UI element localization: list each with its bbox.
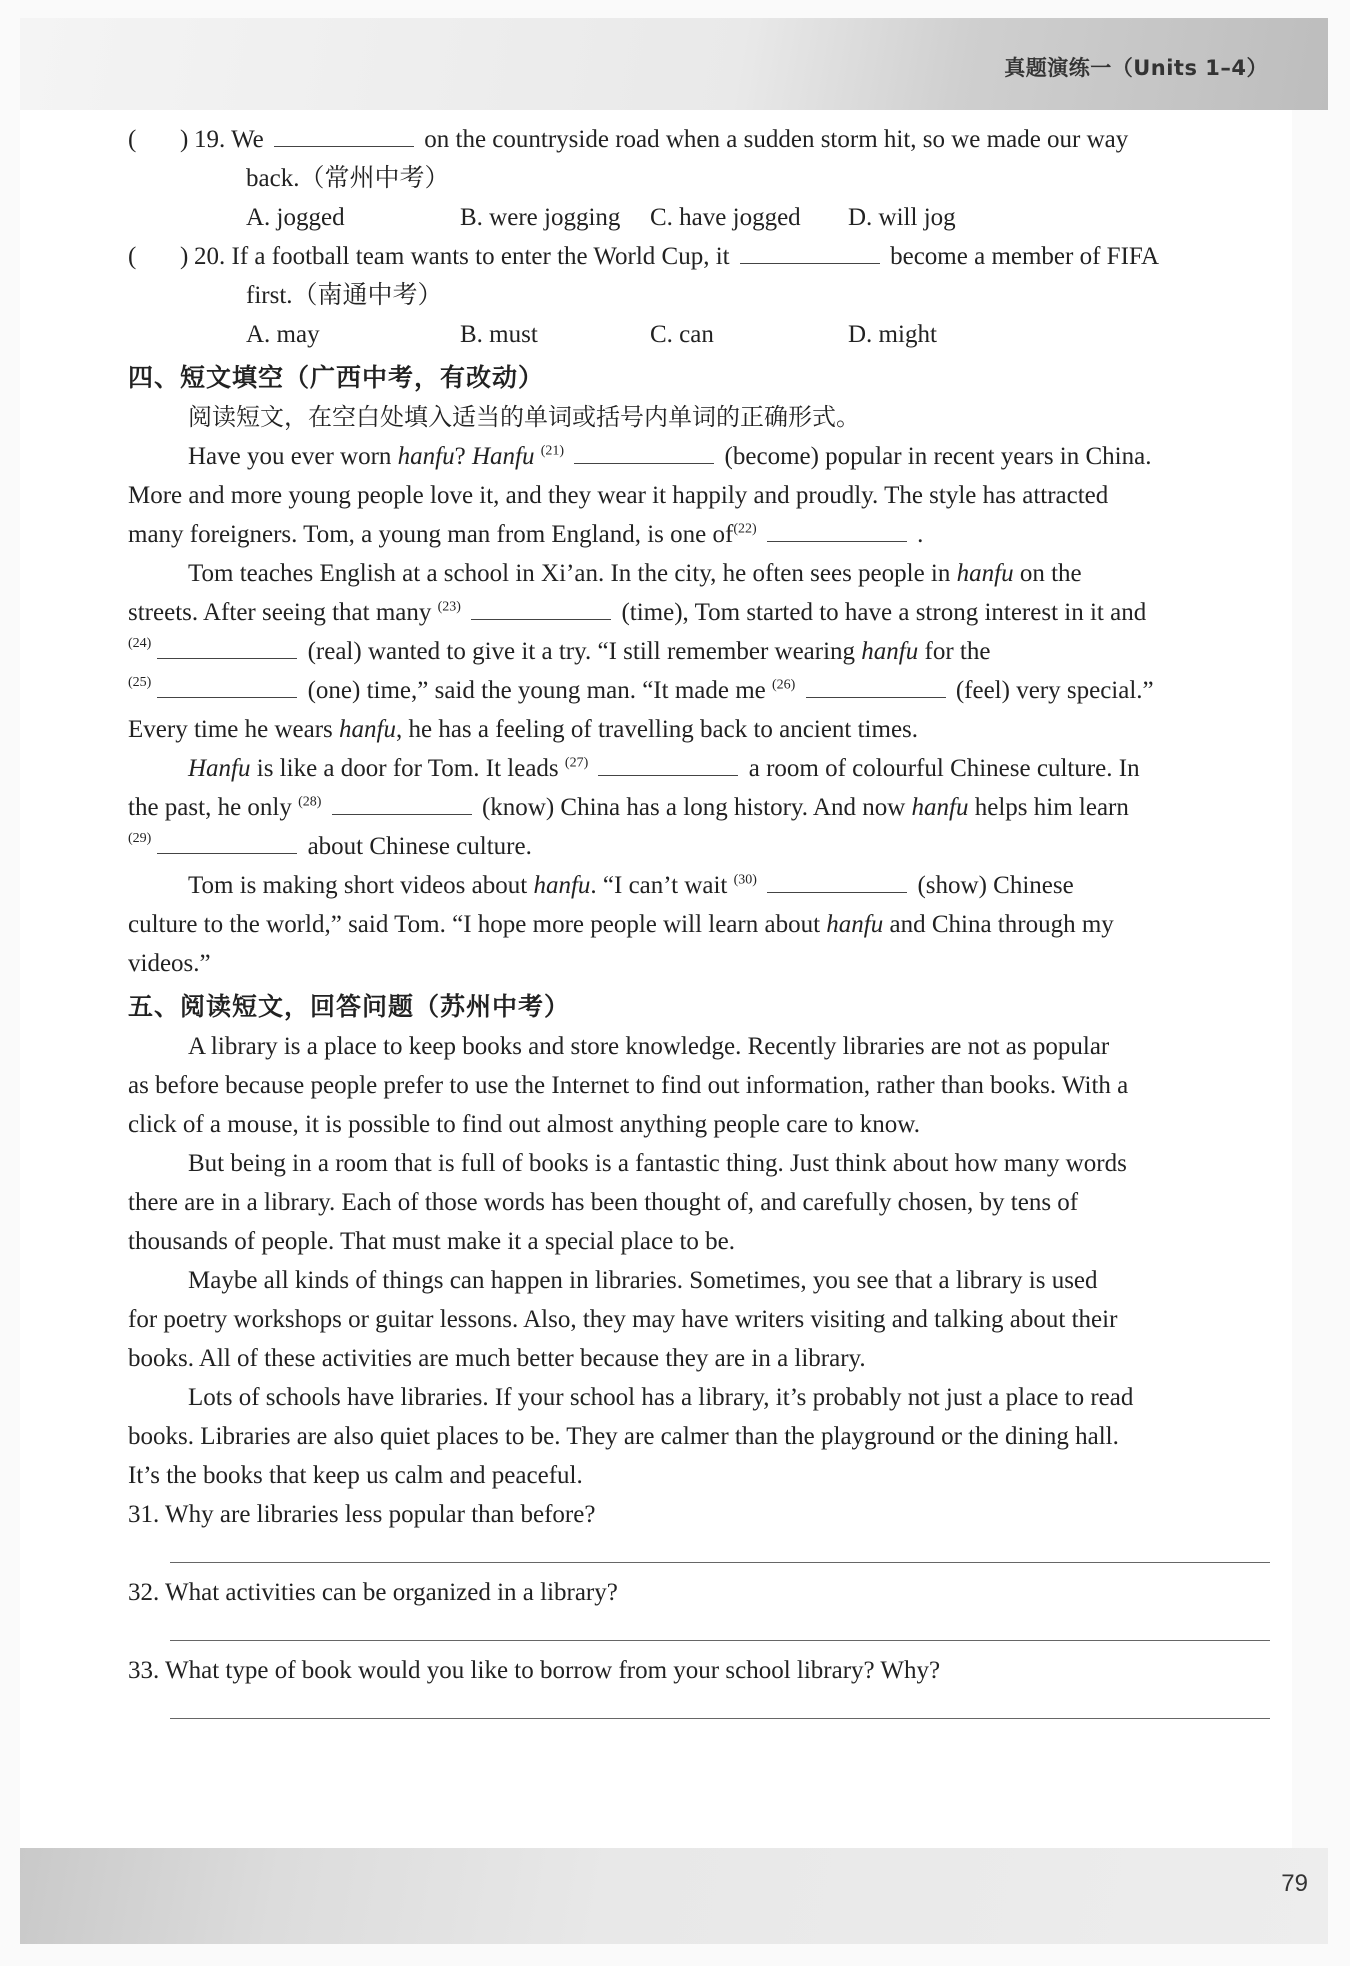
blank-number: (29) bbox=[128, 831, 152, 846]
option-a[interactable]: A. jogged bbox=[246, 204, 345, 231]
text: helps him learn bbox=[968, 794, 1129, 821]
text: a room of colourful Chinese culture. In bbox=[748, 755, 1140, 782]
options-row bbox=[128, 198, 1280, 237]
passage-line: But being in a room that is full of books is a fantastic thing. Just think about how many words bbox=[188, 1150, 1127, 1177]
text: , he has a feeling of travelling back to ancient times. bbox=[395, 716, 919, 743]
question-continuation: first.（南通中考） bbox=[246, 282, 443, 309]
section-heading: 五、阅读短文，回答问题（苏州中考） bbox=[128, 992, 571, 1021]
passage-line: books. All of these activities are much better because they are in a library. bbox=[128, 1345, 866, 1372]
question-20 bbox=[128, 237, 1280, 276]
text: (feel) very special.” bbox=[955, 677, 1154, 704]
answer-line-33[interactable] bbox=[170, 1690, 1270, 1719]
passage-line bbox=[128, 437, 1280, 476]
text: and China through my bbox=[883, 911, 1114, 938]
passage-line: Lots of schools have libraries. If your school has a library, it’s probably not just a place to read bbox=[188, 1384, 1134, 1411]
question-31: 31. Why are libraries less popular than before? bbox=[128, 1501, 596, 1528]
text: is like a door for Tom. It leads bbox=[250, 755, 559, 782]
option-d[interactable]: D. will jog bbox=[848, 204, 956, 231]
passage-line: there are in a library. Each of those words has been thought of, and carefully chosen, by tens of bbox=[128, 1189, 1079, 1216]
answer-paren-left: ( bbox=[128, 243, 137, 270]
passage-line bbox=[128, 593, 1280, 632]
page-number: 79 bbox=[1281, 1870, 1308, 1897]
option-d[interactable]: D. might bbox=[848, 321, 937, 348]
answer-paren-right: ) bbox=[180, 243, 189, 270]
answer-blank[interactable] bbox=[806, 675, 946, 698]
passage-paragraph bbox=[128, 749, 1280, 866]
text: (one) time,” said the young man. “It made me bbox=[307, 677, 766, 704]
passage-line: for poetry workshops or guitar lessons. Also, they may have writers visiting and talking about their bbox=[128, 1306, 1118, 1333]
text-italic: hanfu bbox=[339, 716, 396, 743]
question-text-part: on the countryside road when a sudden storm hit, so we made our way bbox=[424, 126, 1129, 153]
answer-blank[interactable] bbox=[274, 124, 414, 147]
answer-blank[interactable] bbox=[157, 636, 297, 659]
passage-paragraph bbox=[128, 554, 1280, 749]
passage-line: thousands of people. That must make it a special place to be. bbox=[128, 1228, 736, 1255]
text: Tom is making short videos about bbox=[188, 872, 534, 899]
text-italic: Hanfu bbox=[188, 755, 251, 782]
text: Every time he wears bbox=[128, 716, 340, 743]
option-c[interactable]: C. can bbox=[650, 321, 714, 348]
blank-number: (24) bbox=[128, 636, 152, 651]
answer-line-31[interactable] bbox=[170, 1534, 1270, 1563]
answer-blank[interactable] bbox=[157, 675, 297, 698]
passage-paragraph bbox=[128, 437, 1280, 554]
passage-line: click of a mouse, it is possible to find out almost anything people care to know. bbox=[128, 1111, 920, 1138]
answer-blank[interactable] bbox=[471, 597, 611, 620]
passage-line: videos.” bbox=[128, 950, 211, 977]
question-text-part: become a member of FIFA bbox=[890, 243, 1160, 270]
option-c[interactable]: C. have jogged bbox=[650, 204, 801, 231]
options-row bbox=[128, 315, 1280, 354]
text-italic: hanfu bbox=[826, 911, 884, 938]
text: many foreigners. Tom, a young man from England, is one of bbox=[128, 521, 734, 548]
answer-blank[interactable] bbox=[767, 870, 907, 893]
passage-line bbox=[128, 554, 1280, 593]
answer-paren-left: ( bbox=[128, 126, 137, 153]
text: (show) Chinese bbox=[917, 872, 1074, 899]
page-body bbox=[20, 110, 1292, 1848]
answer-blank[interactable] bbox=[574, 441, 714, 464]
answer-paren-right: ) bbox=[180, 126, 189, 153]
text: about Chinese culture. bbox=[307, 833, 532, 860]
header-title: 真题演练一（Units 1–4） bbox=[1004, 56, 1268, 80]
passage-line bbox=[128, 905, 1280, 944]
text-italic: hanfu bbox=[911, 794, 969, 821]
text-italic: hanfu bbox=[397, 443, 455, 470]
question-33: 33. What type of book would you like to borrow from your school library? Why? bbox=[128, 1657, 941, 1684]
blank-number: (30) bbox=[733, 872, 757, 888]
text: (real) wanted to give it a try. “I still remember wearing bbox=[307, 638, 862, 665]
text: (know) China has a long history. And now bbox=[481, 794, 912, 821]
text-italic: hanfu bbox=[956, 560, 1014, 587]
question-text bbox=[194, 237, 1159, 276]
text: ? bbox=[454, 443, 472, 470]
answer-blank[interactable] bbox=[767, 519, 907, 542]
option-b[interactable]: B. were jogging bbox=[460, 204, 621, 231]
text: on the bbox=[1013, 560, 1082, 587]
blank-number: (25) bbox=[128, 675, 152, 690]
answer-blank[interactable] bbox=[157, 831, 297, 854]
passage-paragraph bbox=[128, 1144, 1280, 1261]
text: . bbox=[917, 521, 924, 548]
passage-line: More and more young people love it, and they wear it happily and proudly. The style has attracted bbox=[128, 482, 1109, 509]
passage-line bbox=[128, 827, 1280, 866]
passage-line: It’s the books that keep us calm and peaceful. bbox=[128, 1462, 583, 1489]
passage-line: books. Libraries are also quiet places to be. They are calmer than the playground or the dining hall. bbox=[128, 1423, 1119, 1450]
passage-paragraph bbox=[128, 1261, 1280, 1378]
content bbox=[128, 120, 1280, 1729]
passage-line bbox=[128, 866, 1280, 905]
passage-paragraph bbox=[128, 1378, 1280, 1495]
question-number: 19. bbox=[194, 126, 226, 153]
passage-paragraph bbox=[128, 866, 1280, 983]
question-text bbox=[194, 120, 1128, 159]
passage-line bbox=[128, 632, 1280, 671]
text-italic: hanfu bbox=[861, 638, 919, 665]
text: (time), Tom started to have a strong interest in it and bbox=[621, 599, 1147, 626]
blank-number: (22) bbox=[733, 521, 757, 537]
section-instruction: 阅读短文，在空白处填入适当的单词或括号内单词的正确形式。 bbox=[188, 403, 860, 431]
question-32: 32. What activities can be organized in a library? bbox=[128, 1579, 618, 1606]
text: . “I can’t wait bbox=[590, 872, 728, 899]
text: the past, he only bbox=[128, 794, 292, 821]
text: for the bbox=[918, 638, 991, 665]
blank-number: (21) bbox=[540, 443, 565, 459]
section-heading: 四、短文填空（广西中考，有改动） bbox=[128, 363, 545, 392]
answer-blank[interactable] bbox=[598, 753, 738, 776]
passage-line bbox=[128, 749, 1280, 788]
text: culture to the world,” said Tom. “I hope more people will learn about bbox=[128, 911, 827, 938]
option-b[interactable]: B. must bbox=[460, 321, 538, 348]
passage-line bbox=[128, 515, 1280, 554]
passage-line bbox=[128, 788, 1280, 827]
footer-band bbox=[20, 1848, 1328, 1944]
passage-line: Maybe all kinds of things can happen in libraries. Sometimes, you see that a library is used bbox=[188, 1267, 1098, 1294]
blank-number: (27) bbox=[564, 755, 589, 771]
blank-number: (26) bbox=[772, 677, 796, 693]
question-19 bbox=[128, 120, 1280, 159]
text: streets. After seeing that many bbox=[128, 599, 432, 626]
blank-number: (23) bbox=[437, 599, 461, 615]
answer-blank[interactable] bbox=[740, 241, 880, 264]
answer-line-32[interactable] bbox=[170, 1612, 1270, 1641]
passage-paragraph bbox=[128, 1027, 1280, 1144]
blank-number: (28) bbox=[298, 794, 322, 810]
passage-line bbox=[128, 710, 1280, 749]
question-continuation: back.（常州中考） bbox=[246, 165, 450, 192]
text: (become) popular in recent years in China. bbox=[724, 443, 1152, 470]
text: Have you ever worn bbox=[188, 443, 398, 470]
answer-blank[interactable] bbox=[332, 792, 472, 815]
passage-line bbox=[128, 671, 1280, 710]
question-text-part: We bbox=[231, 126, 264, 153]
option-a[interactable]: A. may bbox=[246, 321, 320, 348]
text-italic: hanfu bbox=[533, 872, 591, 899]
question-text-part: If a football team wants to enter the World Cup, it bbox=[231, 243, 730, 270]
passage-line: A library is a place to keep books and store knowledge. Recently libraries are not as popular bbox=[188, 1033, 1110, 1060]
text: Tom teaches English at a school in Xi’an. In the city, he often sees people in bbox=[188, 560, 957, 587]
text-italic: Hanfu bbox=[471, 443, 535, 470]
passage-line: as before because people prefer to use the Internet to find out information, rather than books. With a bbox=[128, 1072, 1129, 1099]
question-number: 20. bbox=[194, 243, 226, 270]
